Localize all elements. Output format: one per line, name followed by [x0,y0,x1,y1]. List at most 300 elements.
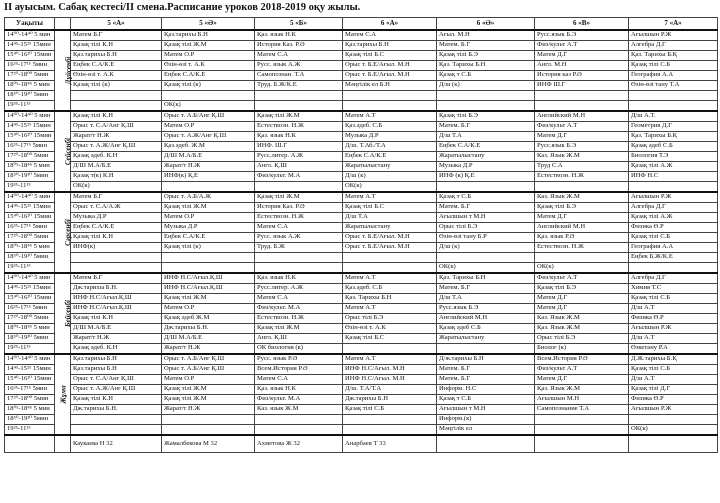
lesson-cell: Матем. Б.Г [437,365,535,375]
lesson-cell: Матем С.А [255,294,343,304]
lesson-cell: Д.Ж.тарихы Б.Қ [629,354,718,365]
time-cell: 19³⁵-11¹⁵ [5,425,55,436]
lesson-cell [629,415,718,425]
lesson-cell: Қазақ тілі К.Н [71,314,162,324]
lesson-cell: Матем. Б.Г [437,122,535,132]
lesson-cell: ИНФ Н.С/Ағыл. М.Н [343,365,437,375]
lesson-cell: Еңбек С.А/К.Е [162,233,255,243]
lesson-cell: Қаз. Тарихы Б.Н [437,273,535,284]
lesson-cell [437,344,535,355]
lesson-cell: Еңбек С.А/К.Е [162,71,255,81]
lesson-cell: Қаз. язык Н.К [255,30,343,41]
lesson-cell: Русс.литер. А.Ж [255,152,343,162]
lesson-cell: Қазақ тілі А.Ж [629,162,718,172]
lesson-cell: Қазақ әдеб С.Б [629,142,718,152]
lesson-cell: Физ/культ. М.А [255,172,343,182]
lesson-cell: Физ/культ А.Т [535,365,629,375]
lesson-cell: Каз. язык Ж.М [255,405,343,415]
schedule-row [5,405,718,415]
lesson-cell: Д/ш А.Т [629,334,718,344]
day-name: Сәрсенбі [63,218,72,246]
lesson-cell [535,91,629,101]
lesson-cell: Қазақ тілі Б.Э [437,51,535,61]
lesson-cell: Дж.тарихы Б.Н [343,395,437,405]
day-name: Жұма [59,385,68,404]
class-header: 5 «Б» [255,18,343,31]
time-cell: 14⁴⁵-15²⁵ 15мин [5,203,55,213]
lesson-cell: Труд. Б.Ж [255,243,343,253]
lesson-cell: Матем Б.Г [71,192,162,203]
schedule-row [5,41,718,51]
lesson-cell: Англ. Қ.Ш [255,162,343,172]
schedule-row [5,304,718,314]
lesson-cell [535,101,629,112]
lesson-cell: Орыс т. Б.Е/Ағыл. М.Н [343,233,437,243]
lesson-cell: Русс.язык Б.Э [535,30,629,41]
lesson-cell: ИНФ (к) Қ.Е [437,172,535,182]
lesson-cell: Жаратылыстану [437,334,535,344]
lesson-cell: Физ/культ. М.А [255,395,343,405]
lesson-cell: История Каз. Р.Ә [255,41,343,51]
lesson-cell: История каз Р.Ә [535,71,629,81]
time-cell: 16³⁵-17¹⁵ 5мин [5,385,55,395]
lesson-cell [162,182,255,193]
time-cell: 18⁰⁵-18⁴⁵ 5 мин [5,162,55,172]
schedule-row [5,213,718,223]
lesson-cell: Қаз. Тарихы Б.Н [343,294,437,304]
lesson-cell: Орыс т. А.Б/Анг Қ.Ш [162,111,255,122]
lesson-cell: Д/Ш М.А/Б.Е [71,162,162,172]
lesson-cell: Каз. Язык Ж.М [535,192,629,203]
schedule-row [5,162,718,172]
day-name: Дүйсенбі [64,56,73,85]
lesson-cell: Матем А.Т [343,192,437,203]
lesson-cell: Физ/культ А.Т [535,273,629,284]
lesson-cell: Русс.язык Б.Э [437,304,535,314]
lesson-cell: Қаз. Язык Ж.М [535,324,629,334]
lesson-cell: Қаз.әдеб. С.Б [343,284,437,294]
lesson-cell: Ағылшын Р.Ж [629,324,718,334]
lesson-cell: Орыс т. А.Ж/Анг Қ.Ш [71,385,162,395]
lesson-cell: Труд С.А [535,162,629,172]
lesson-cell: Ағылшын Р.Ж [629,192,718,203]
lesson-cell: Еңбек Б.Ж/К.Е [629,253,718,263]
schedule-row [5,81,718,91]
lesson-cell: ИНФ Н.С [629,172,718,182]
schedule-row [5,334,718,344]
time-cell: 15⁴⁰-16²⁰ 15мин [5,213,55,223]
lesson-cell: Қаз.тарихы Б.Н [71,51,162,61]
lesson-cell [71,425,162,436]
lesson-cell: Матем А.Т [343,354,437,365]
lesson-cell: Жарат/т Н.Ж [71,132,162,142]
lesson-cell [343,101,437,112]
lesson-cell: Орыс т. С.А/Анг Қ.Ш [71,375,162,385]
lesson-cell: Дж.тарихы Б.Н. [162,324,255,334]
lesson-cell [437,91,535,101]
schedule-row [5,223,718,233]
lesson-cell: Өзін-өзі т. А.К [71,71,162,81]
lesson-cell: Труд. Б.Ж/К.Е [255,81,343,91]
lesson-cell: Каз. Язык Ж.М [535,152,629,162]
time-cell: 15⁴⁰-16²⁰ 15мин [5,375,55,385]
lesson-cell [343,253,437,263]
lesson-cell [255,263,343,274]
time-cell: 14⁴⁵-15²⁵ 15мин [5,122,55,132]
lesson-cell: Матем Б.Г [71,30,162,41]
lesson-cell: Матем. Б.Г [437,41,535,51]
time-cell: 17²⁰-18⁰⁰ 5мин [5,395,55,405]
lesson-cell: Матем Д.Г [535,375,629,385]
lesson-cell: ИНФ(к) Қ.Е [162,172,255,182]
time-cell: 18⁵⁰-19³⁰ 5мин [5,253,55,263]
lesson-cell: Матем. Б.Г [437,203,535,213]
lesson-cell: Қазақ тілі К.Н [71,111,162,122]
lesson-cell: Англ. Қ.Ш [255,334,343,344]
lesson-cell: Қазақ әдеб. К.Н [71,344,162,355]
lesson-cell [629,182,718,193]
lesson-cell: Жаратылыстану [343,223,437,233]
lesson-cell: Матем О.Р [162,213,255,223]
time-cell: 16³⁵-17¹⁵ 5мин [5,142,55,152]
lesson-cell: Физ/культ А.Т [535,122,629,132]
class-header: 6 «В» [535,18,629,31]
lesson-cell: Д/Ш М.А/Б.Е [162,152,255,162]
class-teacher: Каукаева Н 32 [71,435,162,453]
schedule-row [5,425,718,436]
lesson-cell [343,425,437,436]
lesson-cell [343,415,437,425]
lesson-cell: Матем Д.Г [535,294,629,304]
class-teacher [535,435,629,453]
lesson-cell: Матем Д.Г [535,304,629,314]
day-label [55,273,71,354]
lesson-cell: Қаз.тарихы Б.Н [71,354,162,365]
lesson-cell: Матем С.А [255,375,343,385]
lesson-cell: Қазақ тілі А.Ж [629,213,718,223]
lesson-cell [162,91,255,101]
schedule-row [5,263,718,274]
lesson-cell: ОК(к) [71,182,162,193]
lesson-cell: Жарат/т Н.Ж [71,334,162,344]
lesson-cell: Жарат/т Н.Ж [162,344,255,355]
lesson-cell: Қазақ тілі Ж.М [162,41,255,51]
lesson-cell: Физ/культ. М.А [255,304,343,314]
lesson-cell: Д/ш Т.А [437,132,535,142]
class-header: 5 «Ә» [162,18,255,31]
schedule-row [5,395,718,405]
day-label [55,354,71,435]
lesson-cell: Матем. Б.Г [437,375,535,385]
lesson-cell: Қазақ тілі С.Б [629,294,718,304]
lesson-cell: Қазақ тілі С.Б [343,405,437,415]
lesson-cell: Русс.литер. А.Ж [255,284,343,294]
lesson-cell: Орыс т. Б.Е/Ағыл. М.Н [343,243,437,253]
lesson-cell [162,425,255,436]
lesson-cell: Қаз.әдеб. С.Б [343,122,437,132]
lesson-cell: ИНФ Ш.Г [535,81,629,91]
lesson-cell: Алгебра Д.Г [629,203,718,213]
lesson-cell: Еңбек С.А/К.Е [437,142,535,152]
lesson-cell: Қазақ тілі (к) [162,243,255,253]
lesson-cell: Қаз.тарихы Б.Н [71,365,162,375]
lesson-cell: Орыс т. А.Б/Анг Қ.Ш [162,354,255,365]
lesson-cell: Орыс т. А.Б/Анг Қ.Ш [162,365,255,375]
time-cell: 17²⁰-18⁰⁰ 5мин [5,152,55,162]
lesson-cell [437,182,535,193]
time-cell: 18⁵⁰-19³⁰ 5мин [5,91,55,101]
lesson-cell: Орыс т. А.Ж/Анг Қ.Ш [162,132,255,142]
lesson-cell: Өзін-өзі т. А.К [343,324,437,334]
schedule-row [5,314,718,324]
lesson-cell: Қазақ тілі С.Б [629,233,718,243]
lesson-cell: Матем С.А [343,30,437,41]
lesson-cell [255,425,343,436]
lesson-cell [437,253,535,263]
time-cell: 16³⁵-17¹⁵ 5мин [5,304,55,314]
schedule-row [5,344,718,355]
lesson-cell: Биолог (к) [535,344,629,355]
lesson-cell: Ағылшын Р.Ж [629,405,718,415]
day-name: Сейсенбі [64,137,73,165]
time-cell: 14⁰⁰-14⁴⁰ 5 мин [5,30,55,41]
lesson-cell: Қазақ тілі Ж.М [162,294,255,304]
lesson-cell: Орыс т. А.Б/А.Ж [162,192,255,203]
time-cell: 19³⁵-11¹⁵ [5,263,55,274]
day-label [55,192,71,273]
schedule-row [5,365,718,375]
footer-cell [55,435,71,453]
footer-row [5,435,718,453]
lesson-cell: Матем О.Р [162,304,255,314]
class-header: 6 «А» [343,18,437,31]
class-header: 7 «А» [629,18,718,31]
lesson-cell: Физика Ө.Р [629,395,718,405]
schedule-row [5,152,718,162]
lesson-cell [535,415,629,425]
lesson-cell: Д/ш (к) [437,243,535,253]
lesson-cell: Всем.История Р.Ә [255,365,343,375]
lesson-cell: Қазақ тілі С.Б [629,365,718,375]
time-cell: 15⁴⁰-16²⁰ 15мин [5,294,55,304]
lesson-cell: Қазақ тілі Б.С [343,334,437,344]
lesson-cell: Русс. язык А.Ж [255,233,343,243]
lesson-cell: Д/ш. Т.Аб./Т.А [343,142,437,152]
time-cell: 15⁴⁰-16²⁰ 15мин [5,132,55,142]
lesson-cell: ИНФ Н.С/Ағыл.Қ.Ш [162,284,255,294]
lesson-cell: Естествозн. Н.Ж [535,243,629,253]
time-cell: 18⁰⁵-18⁴⁵ 5 мин [5,81,55,91]
lesson-cell: Қазақ тілі Б.С [343,203,437,213]
lesson-cell: Информ.(к) [437,415,535,425]
schedule-row [5,122,718,132]
class-teacher [437,435,535,453]
time-cell: 14⁴⁵-15²⁵ 15мин [5,284,55,294]
day-column-header [55,18,71,31]
schedule-row [5,415,718,425]
lesson-cell: Матем Д.Г [535,51,629,61]
lesson-cell: Қазақ т С.Б [437,71,535,81]
lesson-cell: Қаз. язык Н.К [255,385,343,395]
lesson-cell [629,91,718,101]
lesson-cell: Матем О.Р [162,375,255,385]
lesson-cell: Матем С.А [255,223,343,233]
lesson-cell: Русс. язык А.Ж [255,61,343,71]
time-cell: 14⁰⁰-14⁴⁰ 5 мин [5,354,55,365]
lesson-cell: Еңбек С.А/К.Е [343,152,437,162]
lesson-cell: Қазақ тілі К.Н [71,41,162,51]
lesson-cell: ОК(к) [437,263,535,274]
lesson-cell [255,182,343,193]
lesson-cell [162,263,255,274]
lesson-cell: Д/ш (к) [437,81,535,91]
header-row [5,18,718,31]
day-name: Бейсенбі [63,299,72,327]
lesson-cell [629,101,718,112]
lesson-cell: Орыс т. С.А/А.Ж [71,203,162,213]
lesson-cell: Жарат/т Н.Ж [162,405,255,415]
lesson-cell: Русс.язык Б.Э [535,142,629,152]
lesson-cell: Д/ж.тарихы Б.Н [437,354,535,365]
lesson-cell: Қазақ тілі Б.Э [535,203,629,213]
lesson-cell [255,253,343,263]
lesson-cell: Биология Т.Э [629,152,718,162]
lesson-cell: Орыс т. А.Ж/Анг Қ.Ш [71,142,162,152]
lesson-cell: География А.А [629,71,718,81]
lesson-cell: ОК(к) [629,425,718,436]
lesson-cell: Қазақ т(к) К.Н [71,172,162,182]
lesson-cell: ИНФ Н.С/Ағыл. М.Н [343,375,437,385]
lesson-cell: Дж.тарихы Б.Н. [71,405,162,415]
lesson-cell: ОК(к) [535,263,629,274]
lesson-cell: Матем Д.Г [535,132,629,142]
lesson-cell: Қаз.тарихы Б.Н [343,41,437,51]
lesson-cell: ИНФ Н.С/Ағыл.Қ.Ш [162,273,255,284]
lesson-cell: ОК(к) [162,101,255,112]
time-cell: 18⁰⁵-18⁴⁵ 5 мин [5,324,55,334]
lesson-cell: Мәңгілік ел Б.Н [343,81,437,91]
lesson-cell [71,253,162,263]
schedule-row [5,354,718,365]
lesson-cell: Д/ш Т.А [343,213,437,223]
lesson-cell: Қазақ тілі Ж.М [255,111,343,122]
lesson-cell: Жаратылыстану [437,152,535,162]
lesson-cell: Еңбек С.А/К.Е [71,223,162,233]
lesson-cell: Қаз. Язык Ж.М [535,385,629,395]
schedule-row [5,375,718,385]
schedule-row [5,233,718,243]
time-cell: 17²⁰-18⁰⁰ 5мин [5,71,55,81]
lesson-cell: Музыка Д.Р [343,132,437,142]
lesson-cell: ОК биология (к) [255,344,343,355]
lesson-cell: Матем Б.Г [71,273,162,284]
lesson-cell [255,415,343,425]
lesson-cell: Қаз.әдеб. Ж.М [162,142,255,152]
lesson-cell: Орыс тілі Б.Э [535,334,629,344]
lesson-cell: Физика Ө.Р [629,314,718,324]
lesson-cell: Русс. язык Р.Ә [255,354,343,365]
lesson-cell: Қаз. язык Н.К [255,132,343,142]
lesson-cell: Қазақ тілі С.Б [629,61,718,71]
footer-cell [5,435,55,453]
lesson-cell [71,263,162,274]
lesson-cell: Қазақ тілі Ж.М [255,324,343,334]
lesson-cell: Матем. Б.Г [437,284,535,294]
lesson-cell: Қазақ әдеб. К.Н [71,152,162,162]
schedule-row [5,294,718,304]
lesson-cell [629,263,718,274]
time-cell: 18⁰⁵-18⁴⁵ 5 мин [5,405,55,415]
lesson-cell: Д/ш (к) [343,172,437,182]
lesson-cell: Қазақ тілі Б.С [343,51,437,61]
lesson-cell: Д/ш. Т.А/Т.А [343,385,437,395]
lesson-cell: Өзін-өзі т. А.К [162,61,255,71]
lesson-cell [437,101,535,112]
schedule-row [5,203,718,213]
lesson-cell: Ағыл. М.Н [437,30,535,41]
lesson-cell: Орыс тілі Б.Э [437,223,535,233]
lesson-cell: География А.А [629,243,718,253]
lesson-cell: Матем Д.Г [535,213,629,223]
time-cell: 14⁰⁰-14⁴⁰ 5 мин [5,192,55,203]
lesson-cell: Естествозн. Н.Ж [255,314,343,324]
lesson-cell: Химия Т.С [629,284,718,294]
lesson-cell [535,182,629,193]
schedule-row [5,111,718,122]
lesson-cell: Физ/культ А.Т [535,41,629,51]
time-cell: 17²⁰-18⁰⁰ 5мин [5,233,55,243]
lesson-cell: Қазақ тілі К.Н [71,395,162,405]
time-cell: 14⁰⁰-14⁴⁰ 5 мин [5,273,55,284]
lesson-cell [343,91,437,101]
lesson-cell: Английский М.Н [535,223,629,233]
lesson-cell [71,91,162,101]
lesson-cell: История Каз. Р.Ә [255,203,343,213]
lesson-cell: Д/ш Т.А [437,294,535,304]
lesson-cell: Д/Ш М.А/Б.Е [71,324,162,334]
lesson-cell: Дж.тарихы Б.Н. [71,284,162,294]
lesson-cell: Қазақ тілі (к) [71,81,162,91]
lesson-cell: Қазақ тілі К.Н [71,233,162,243]
time-cell: 18⁵⁰-19³⁰ 5мин [5,415,55,425]
lesson-cell [71,101,162,112]
lesson-cell: Матем С.А [255,51,343,61]
class-header: 6 «Ә» [437,18,535,31]
lesson-cell: Өзін-өзі тану Т.А [629,81,718,91]
lesson-cell: Орыс т. Б.Е/Ағыл. М.Н [343,71,437,81]
lesson-cell: Каз. Язык Ж.М [535,314,629,324]
schedule-row [5,182,718,193]
lesson-cell: Матем О.Р [162,51,255,61]
lesson-cell: Д/Ш М.А/Б.Е [162,334,255,344]
time-cell: 18⁵⁰-19³⁰ 5мин [5,334,55,344]
schedule-row [5,142,718,152]
time-cell: 14⁰⁰-14⁴⁰ 5 мин [5,111,55,122]
lesson-cell [343,263,437,274]
time-cell: 17²⁰-18⁰⁰ 5мин [5,314,55,324]
class-teacher: Анарбаев Т 33 [343,435,437,453]
lesson-cell [535,425,629,436]
lesson-cell [162,253,255,263]
lesson-cell: Қаз. Тарихы Б.Қ [629,51,718,61]
class-teacher [629,435,718,453]
day-label [55,30,71,111]
lesson-cell: Ағылшын т М.Н [437,405,535,415]
lesson-cell: Алгебра Д.Г [629,41,718,51]
schedule-row [5,30,718,41]
lesson-cell: Д/ш А.Т [629,304,718,314]
lesson-cell: Геометрия Д.Г [629,122,718,132]
